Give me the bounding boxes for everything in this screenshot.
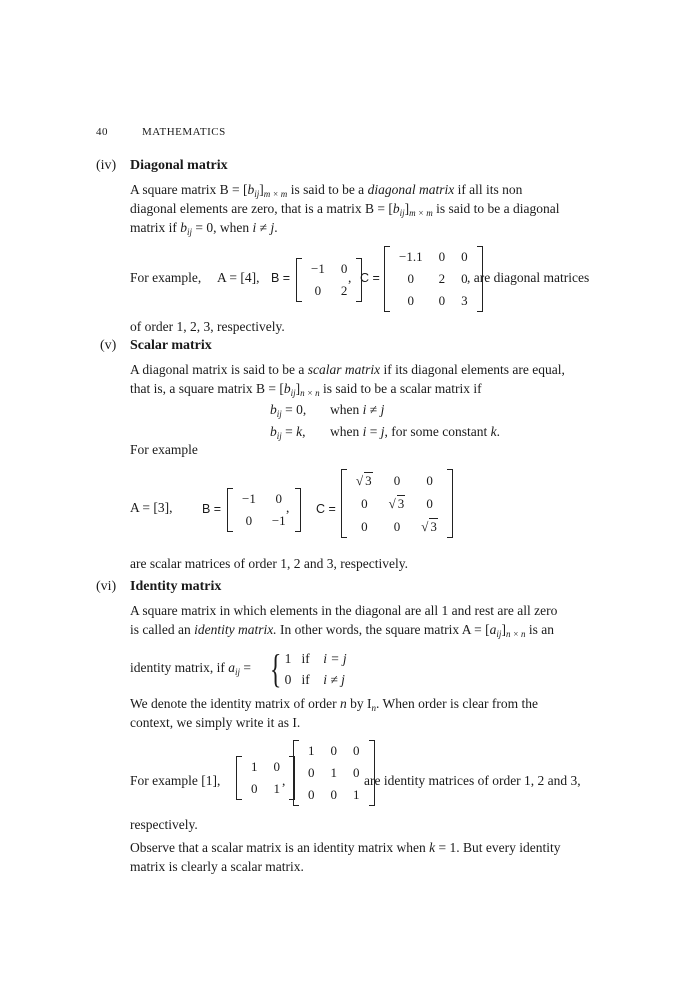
section-number-v: (v) [100, 338, 117, 353]
matrix-cell: 0 [308, 787, 315, 802]
matrix-cell: 3 [461, 293, 468, 308]
diag-example-tail: , are diagonal matrices [467, 270, 590, 285]
left-brace: { [269, 646, 282, 691]
scalar-condition-2-when: when i = j, for some constant k. [330, 424, 501, 439]
diag-example-C-label: C = [360, 271, 380, 285]
diag-matrix-B [296, 258, 362, 302]
diag-example-label: For example, [130, 270, 202, 285]
page-number: 40 [96, 126, 108, 138]
matrix-cell: 1 [330, 765, 337, 780]
term-identity-matrix: identity matrix. [194, 622, 277, 637]
scalar-comma: , [286, 500, 290, 515]
scalar-example-B-label: B = [202, 502, 222, 516]
matrix-cell: −1.1 [399, 249, 423, 264]
scalar-order-text: are scalar matrices of order 1, 2 and 3, respectively. [130, 556, 408, 571]
identity-example-tail: are identity matrices of order 1, 2 and 3, [364, 773, 581, 788]
matrix-cell: 0 [353, 765, 360, 780]
identity-para-line5: context, we simply write it as I. [130, 715, 301, 730]
section-title-scalar: Scalar matrix [130, 338, 212, 353]
scalar-para-line1: A diagonal matrix is said to be a scalar matrix if its diagonal elements are equal, [130, 362, 565, 377]
matrix-cell: 2 [438, 271, 446, 286]
scalar-condition-1-when: when i ≠ j [330, 402, 385, 417]
diag-example-B-label: B = [271, 271, 291, 285]
running-title: MATHEMATICS [142, 126, 226, 138]
identity-para-line2: is called an identity matrix. In other words, the square matrix $A = [a_{ij}]_{n \times n}$ is an [130, 622, 555, 639]
section-title-identity: Identity matrix [130, 579, 222, 594]
matrix-cell: 0 [438, 293, 446, 308]
observation-line1: Observe that a scalar matrix is an identity matrix when k = 1. But every identity [130, 840, 561, 855]
identity-matrix-3 [293, 740, 375, 806]
matrix-cell: 0 [245, 513, 253, 528]
scalar-condition-1: $b_{ij} = 0$, [270, 402, 307, 419]
diagonal-para-line3: matrix if $b_{ij} = 0$, when i ≠ j. [130, 220, 278, 237]
matrix-cell: 2 [340, 283, 348, 298]
section-number-iv: (iv) [96, 158, 117, 173]
identity-comma: , [282, 773, 286, 788]
scalar-matrix-C: √ 3 0 0 0 √ 3 0 0 0 √ 3 [341, 469, 453, 538]
sqrt-symbol: √ [388, 496, 396, 511]
term-scalar-matrix: scalar matrix [307, 362, 381, 377]
sqrt-symbol: √ [356, 473, 364, 488]
identity-respectively: respectively. [130, 817, 198, 832]
matrix-cell: 0 [275, 491, 283, 506]
matrix-cell: 0 [353, 743, 360, 758]
matrix-cell: 1 [251, 759, 258, 774]
matrix-cell: 0 [273, 759, 280, 774]
matrix-cell: 0 [314, 283, 322, 298]
term-diagonal-matrix: diagonal matrix [367, 182, 455, 197]
matrix-cell: 0 [407, 293, 415, 308]
matrix-cell: 1 [353, 787, 360, 802]
scalar-for-example: For example [130, 442, 198, 457]
matrix-cell: 0 [461, 249, 468, 264]
identity-cases: { 1 if i = j 0 if i ≠ j [269, 646, 347, 691]
diagonal-para-line2: diagonal elements are zero, that is a matrix $B = [b_{ij}]_{m \times m}$ is said to be a diagonal [130, 201, 560, 218]
matrix-cell: 0 [330, 743, 337, 758]
matrix-cell: 0 [438, 249, 446, 264]
matrix-cell: 0 [330, 787, 337, 802]
observation-line2: matrix is clearly a scalar matrix. [130, 859, 304, 874]
matrix-cell: 0 [407, 271, 415, 286]
matrix-cell: 0 [251, 781, 258, 796]
diag-order-text: of order 1, 2, 3, respectively. [130, 319, 285, 334]
matrix-cell: 1 [273, 781, 280, 796]
diagonal-para-line1: A square matrix $B = [b_{ij}]_{m \times m}$ is said to be a diagonal matrix if all its non [130, 182, 523, 199]
matrix-cell: −1 [311, 261, 325, 276]
matrix-cell: −1 [271, 513, 286, 528]
diag-example-A: A = [4], [217, 270, 260, 285]
matrix-cell: 0 [461, 271, 468, 286]
matrix-cell: 0 [308, 765, 315, 780]
matrix-cell: 1 [308, 743, 315, 758]
section-number-vi: (vi) [96, 579, 117, 594]
identity-matrix-2 [236, 756, 295, 800]
scalar-example-C-label: C = [316, 502, 336, 516]
scalar-matrix-B [227, 488, 301, 532]
section-title-diagonal: Diagonal matrix [130, 158, 228, 173]
identity-para-line4: We denote the identity matrix of order n by $I_n$. When order is clear from the [130, 696, 539, 713]
identity-example-label: For example [1], [130, 773, 221, 788]
sqrt-symbol: √ [421, 519, 429, 534]
scalar-para-line2: that is, a square matrix $B = [b_{ij}]_{n \times n}$ is said to be a scalar matrix if [130, 381, 482, 398]
identity-para-line1: A square matrix in which elements in the diagonal are all 1 and rest are all zero [130, 603, 558, 618]
scalar-condition-2: $b_{ij} = k$, [270, 424, 306, 441]
diag-comma: , [348, 270, 352, 285]
identity-definition-lead: identity matrix, if $a_{ij}$ = [130, 660, 251, 677]
matrix-cell: 0 [340, 261, 348, 276]
scalar-example-A: A = [3], [130, 500, 173, 515]
matrix-cell: −1 [242, 491, 256, 506]
